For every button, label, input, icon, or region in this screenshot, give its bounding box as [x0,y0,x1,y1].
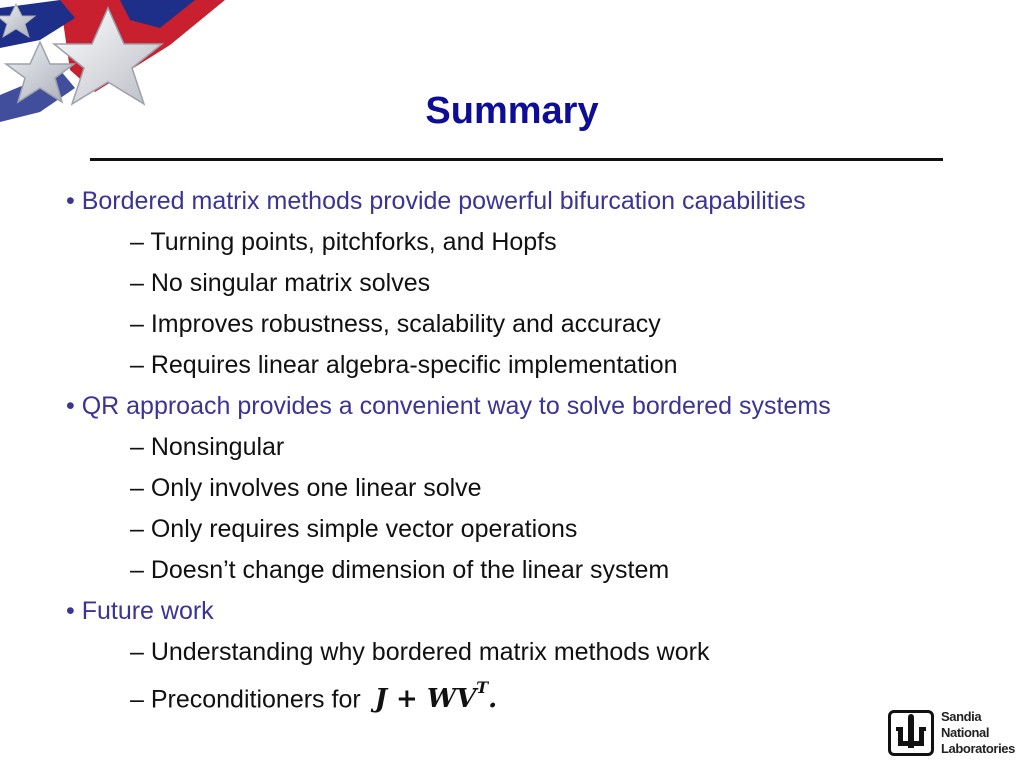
logo-line-3: Laboratories [941,741,1015,756]
logo-line-1: Sandia [941,709,982,724]
sandia-logo-text [941,709,1021,757]
sub-item: – Nonsingular [130,433,285,461]
sandia-thunderbird-icon [888,710,934,756]
sub-item: – No singular matrix solves [130,269,431,297]
bullet-item-3: • Future work [66,597,214,625]
sub-item: – Requires linear algebra-specific implementation [130,351,678,379]
title-divider [90,158,943,161]
sub-item: – Turning points, pitchforks, and Hopfs [130,228,557,256]
sandia-logo [888,708,1014,760]
sub-item-with-math [130,678,497,715]
sub-item: – Only involves one linear solve [130,474,482,502]
math-superscript: T [476,678,489,697]
bullet-item-1: • Bordered matrix methods provide powerful bifurcation capabilities [66,187,806,215]
math-formula [374,678,498,714]
sub-item: – Doesn’t change dimension of the linear system [130,556,670,584]
sub-item-text: – Preconditioners for [130,685,361,714]
sub-item: – Improves robustness, scalability and accuracy [130,310,661,338]
logo-line-2: National [941,725,990,740]
bullet-item-2: • QR approach provides a convenient way to solve bordered systems [66,392,831,420]
sub-item: – Understanding why bordered matrix methods work [130,638,710,666]
sub-item: – Only requires simple vector operations [130,515,578,543]
slide-title: Summary [425,90,599,132]
math-expression: J + WV [374,683,477,714]
math-period: . [488,683,498,714]
